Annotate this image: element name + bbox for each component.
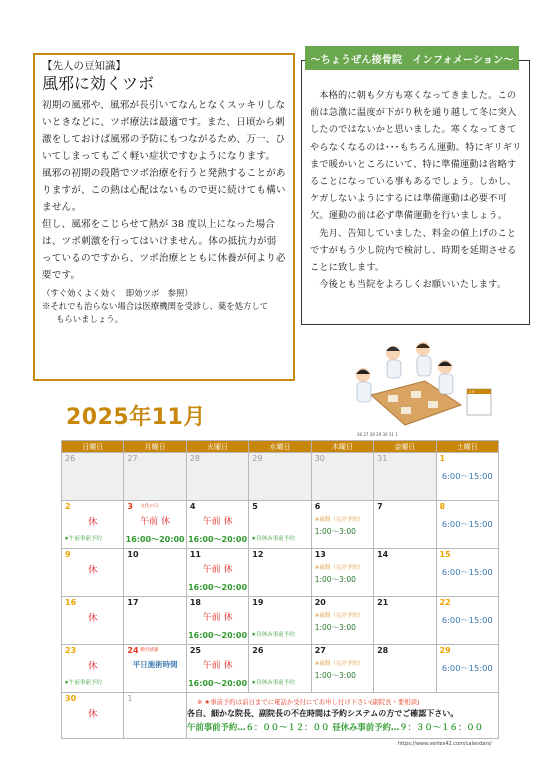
calendar-cell <box>374 549 436 597</box>
calendar-week-4 <box>62 597 499 645</box>
am-reserve-label: ★午前事前予約 <box>64 680 102 686</box>
weekday-sat: 土曜日 <box>436 441 498 453</box>
closed-label: 休 <box>87 613 98 624</box>
calendar-cell <box>311 501 373 549</box>
calendar-cell <box>436 501 498 549</box>
day-number: 11 <box>189 550 201 559</box>
holiday-label: 勤労感謝 <box>140 648 159 653</box>
day-number: 2 <box>65 502 71 511</box>
day-number: 15 <box>439 550 451 559</box>
day-number: 20 <box>314 598 326 607</box>
knowledge-para-2: 風邪の初期の段階でツボ治療を行うと発熱することがありますが、この熱は心配はないもので更に続けても構いません。 <box>42 168 286 213</box>
closed-label: 休 <box>87 565 98 576</box>
calendar-table <box>61 440 499 739</box>
night-reserve <box>315 515 364 539</box>
day-number: 24 <box>127 646 139 655</box>
weekday-fri: 金曜日 <box>374 441 436 453</box>
closed-label: 休 <box>87 709 98 720</box>
day-number: 28 <box>377 646 389 655</box>
saturday-hours: 6:00～15:00 <box>441 615 493 625</box>
calendar-cell <box>436 597 498 645</box>
knowledge-note-1: ※それでも治らない場合は医療機関を受診し、薬を処方して <box>42 301 269 311</box>
calendar-cell <box>249 597 311 645</box>
day-number: 1 <box>439 454 446 463</box>
day-number: 23 <box>65 646 77 655</box>
am-closed-label: 午前 休 <box>140 517 171 527</box>
pm-hours: 16:00～20:00 <box>188 583 248 592</box>
calendar-cell <box>124 645 186 693</box>
knowledge-tag: 【先人の豆知識】 <box>42 60 126 72</box>
calendar-cell <box>436 645 498 693</box>
info-para-3: 今後とも当院をよろしくお願いいたします。 <box>319 279 507 291</box>
day-number: 22 <box>439 598 451 607</box>
saturday-hours: 6:00～15:00 <box>441 519 493 529</box>
calendar-cell <box>311 453 373 501</box>
meeting-illustration <box>333 333 493 438</box>
day-number: 18 <box>189 598 201 607</box>
calendar-cell <box>124 549 186 597</box>
calendar-cell <box>374 453 436 501</box>
day-number: 28 <box>189 454 201 463</box>
lunch-reserve-label: ★昼休み事前予約 <box>251 536 295 542</box>
weekday-tue: 火曜日 <box>186 441 248 453</box>
night-reserve <box>315 563 364 587</box>
calendar-cell <box>249 453 311 501</box>
weekday-header <box>62 441 499 453</box>
knowledge-notes <box>42 287 286 326</box>
footnote-absence: 各自、細かな院長、副院長の不在時間は予約システムの方でご確認下さい。 <box>187 709 459 718</box>
am-closed-label: 午前 休 <box>202 517 233 527</box>
calendar-footnotes <box>187 697 499 735</box>
night-reserve-label: ※夜間（完全予約） <box>314 613 364 619</box>
calendar-cell <box>124 501 186 549</box>
calendar-cell <box>374 597 436 645</box>
calendar-week-2 <box>62 501 499 549</box>
knowledge-title: 風邪に効くツボ <box>42 74 155 93</box>
lunch-reserve-label: ★昼休み事前予約 <box>251 632 295 638</box>
mini-month: 2月 <box>469 390 475 394</box>
calendar-cell <box>374 645 436 693</box>
day-number: 25 <box>189 646 201 655</box>
day-number: 26 <box>65 454 76 463</box>
person-3 <box>438 360 453 394</box>
calendar-cell <box>186 645 248 693</box>
info-box <box>301 60 530 325</box>
calendar-title: 2025年11月 <box>66 405 206 430</box>
day-number: 19 <box>252 598 264 607</box>
info-para-2: 先月、告知していました、料金の値上げのことですがもう少し院内で検討し、時期を延期させることに致します。 <box>310 227 517 274</box>
footnote-reserve: ※ ★事前予約は前日までに電話か受付にてお申し付け下さい(副院長・要相談) <box>197 698 420 706</box>
person-1 <box>386 346 401 378</box>
person-2 <box>416 342 431 376</box>
calendar-cell <box>249 549 311 597</box>
night-reserve-label: ※夜間（完全予約） <box>314 517 364 523</box>
person-4 <box>356 368 371 402</box>
calendar-cell <box>124 693 186 739</box>
day-number: 4 <box>189 502 196 511</box>
saturday-hours: 6:00～15:00 <box>441 471 493 481</box>
info-title: ～ちょうぜん接骨院 インフォメーション～ <box>305 46 519 70</box>
knowledge-para-1: 初期の風邪や、風邪が長引いてなんとなくスッキリしないときなどに、ツボ療法は最適です。また、日頃から刺激をしておけば風邪の予防にもつながるため、万一、ひいてしまってもごく軽い症状ですむようになります。 <box>42 100 286 162</box>
day-number: 29 <box>252 454 263 463</box>
night-reserve-label: ※夜間（完全予約） <box>314 565 364 571</box>
day-number: 5 <box>252 502 258 511</box>
calendar-cell <box>124 453 186 501</box>
day-number: 14 <box>377 550 389 559</box>
day-number: 31 <box>377 454 388 463</box>
day-number: 17 <box>127 598 139 607</box>
night-reserve-label: ※夜間（完全予約） <box>314 661 364 667</box>
am-closed-label: 午前 休 <box>202 565 233 575</box>
night-reserve-time: 1:00～3:00 <box>314 527 356 536</box>
calendar-week-1 <box>62 453 499 501</box>
calendar-cell <box>186 501 248 549</box>
weekday-hours-label: 平日施術時間 <box>132 660 178 669</box>
day-number: 27 <box>314 646 326 655</box>
knowledge-para-3: 但し、風邪をこじらせて熱が 38 度以上になった場合は、ツボ刺激を行ってはいけません。体の抵抗力が弱っているのですから、ツボ治療とともに休養が何より必要です。 <box>42 219 286 281</box>
weekday-mon: 月曜日 <box>124 441 186 453</box>
closed-label: 休 <box>87 661 98 672</box>
calendar-cell <box>186 597 248 645</box>
holiday-label: 文化の日 <box>140 504 159 509</box>
day-number: 30 <box>65 694 77 703</box>
pm-hours: 16:00～20:00 <box>125 535 185 544</box>
calendar-week-5 <box>62 645 499 693</box>
weekday-wed: 水曜日 <box>249 441 311 453</box>
lunch-reserve-label: ★昼休み事前予約 <box>251 680 295 686</box>
calendar-cell <box>436 453 498 501</box>
day-number: 21 <box>377 598 389 607</box>
calendar-week-3 <box>62 549 499 597</box>
calendar-cell <box>249 645 311 693</box>
day-number: 13 <box>314 550 326 559</box>
day-number: 12 <box>252 550 264 559</box>
closed-label: 休 <box>87 517 98 528</box>
night-reserve-time: 1:00～3:00 <box>314 671 356 680</box>
mini-calendar-days: 26 27 28 29 30 31 1 <box>357 432 398 437</box>
saturday-hours: 6:00～15:00 <box>441 567 493 577</box>
day-number: 3 <box>127 502 133 511</box>
calendar-cell <box>62 501 124 549</box>
calendar-cell <box>186 549 248 597</box>
calendar-cell <box>436 549 498 597</box>
calendar-cell <box>62 597 124 645</box>
weekday-sun: 日曜日 <box>62 441 124 453</box>
knowledge-box <box>33 53 295 381</box>
calendar-cell <box>311 597 373 645</box>
night-reserve <box>315 611 364 635</box>
calendar-cell <box>62 693 124 739</box>
day-number: 27 <box>127 454 138 463</box>
saturday-hours: 6:00～15:00 <box>441 663 493 673</box>
day-number: 6 <box>314 502 321 511</box>
calendar-cell <box>311 549 373 597</box>
day-number: 1 <box>127 694 133 703</box>
day-number: 7 <box>377 502 383 511</box>
info-para-1: 本格的に朝も夕方も寒くなってきました。この前は急激に温度が下がり秋を通り越して冬に突入したのではないかと思いました。寒くなってきてやらなくなるのは･･･もちろん運動。特にギリギリまで暖かいところにいて、特に準備運動は省略することになっている事もあるでしょう。しかし、ケガしないようにするには準備運動は必要不可欠。運動の前は必ず準備運動を行いましょう。 <box>310 90 522 222</box>
pm-hours: 16:00～20:00 <box>188 679 248 688</box>
knowledge-source: （すぐ効くよく効く 即効ツボ 参照） <box>42 288 193 298</box>
calendar-cell <box>374 501 436 549</box>
day-number: 26 <box>252 646 264 655</box>
pm-hours: 16:00～20:00 <box>188 535 248 544</box>
footnote-reserve-hours: 午前事前予約…６：００～１２：００ 昼休み事前予約…９：３０～１６：００ <box>187 722 484 732</box>
pm-hours: 16:00～20:00 <box>188 631 248 640</box>
weekday-thu: 木曜日 <box>311 441 373 453</box>
calendar-cell <box>249 501 311 549</box>
day-number: 8 <box>439 502 446 511</box>
day-number: 9 <box>65 550 71 559</box>
calendar-cell <box>62 549 124 597</box>
source-url: https://www.vertex42.com/calendars/ <box>398 741 492 747</box>
night-reserve-time: 1:00～3:00 <box>314 623 356 632</box>
desk-calendar <box>467 389 491 415</box>
calendar-cell <box>124 597 186 645</box>
night-reserve <box>315 659 364 683</box>
day-number: 10 <box>127 550 139 559</box>
am-closed-label: 午前 休 <box>202 613 233 623</box>
am-reserve-label: ★午前事前予約 <box>64 536 102 542</box>
day-number: 30 <box>314 454 325 463</box>
calendar-cell <box>62 453 124 501</box>
am-closed-label: 午前 休 <box>202 661 233 671</box>
night-reserve-time: 1:00～3:00 <box>314 575 356 584</box>
calendar-cell <box>186 453 248 501</box>
calendar-cell <box>62 645 124 693</box>
day-number: 16 <box>65 598 77 607</box>
day-number: 29 <box>439 646 451 655</box>
calendar-cell <box>311 645 373 693</box>
knowledge-note-2: もらいましょう。 <box>56 314 123 324</box>
